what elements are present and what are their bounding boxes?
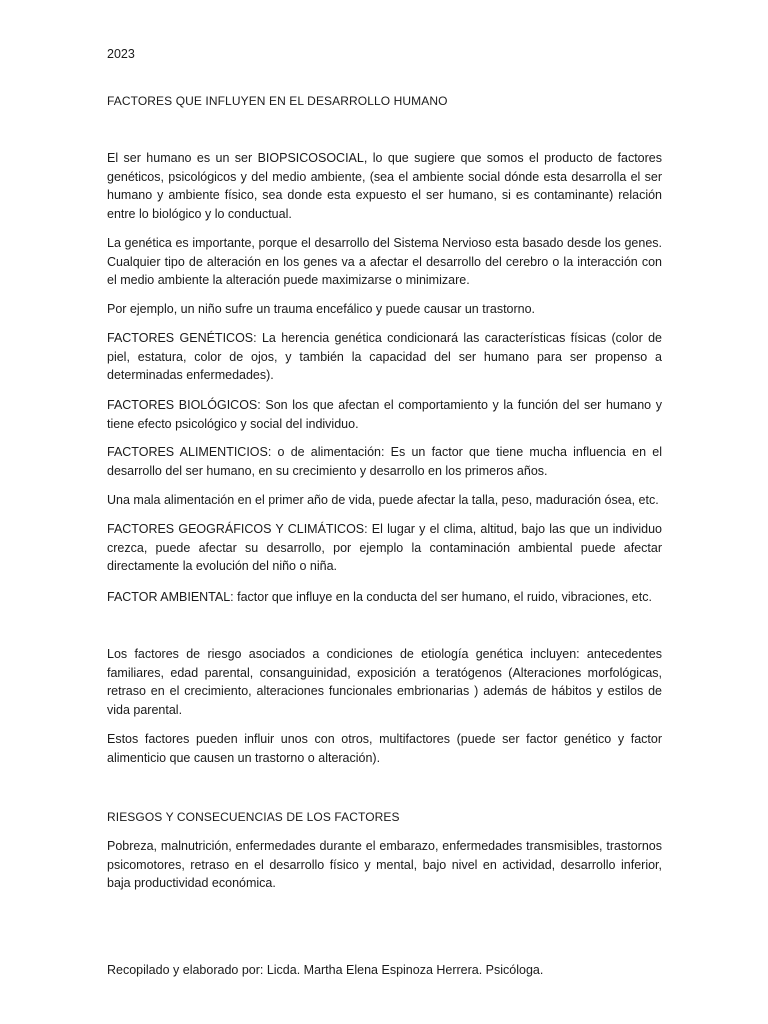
document-year: 2023 [107, 47, 135, 61]
paragraph-geographic-factors: FACTORES GEOGRÁFICOS Y CLIMÁTICOS: El lugar y el clima, altitud, bajo las que un individuo crezca, puede afectar su desarrollo, por ejemplo la contaminación ambiental puede afectar directamente la evolución del niño o niña. [107, 522, 662, 573]
document-title: FACTORES QUE INFLUYEN EN EL DESARROLLO HUMANO [107, 94, 448, 108]
paragraph-example: Por ejemplo, un niño sufre un trauma encefálico y puede causar un trastorno. [107, 302, 536, 316]
paragraph-genetics: La genética es importante, porque el desarrollo del Sistema Nervioso esta basado desde los genes. Cualquier tipo de alteración en los genes va a afectar el desarrollo del cerebro o la interacción con el medio ambiente la alteración puede maximizarse o minimizare. [107, 236, 662, 287]
paragraph-environmental-factor: FACTOR AMBIENTAL: factor que influye en la conducta del ser humano, el ruido, vibraciones, etc. [107, 590, 652, 604]
document-footer: Recopilado y elaborado por: Licda. Martha Elena Espinoza Herrera. Psicóloga. [107, 963, 544, 977]
paragraph-risk-factors: Los factores de riesgo asociados a condiciones de etiología genética incluyen: antecedentes familiares, edad parental, consanguinidad, exposición a teratógenos (Alteraciones morfológicas, retraso en el crecimiento, alteraciones funcionales embrionarias ) además de hábitos y estilos de vida parental. [107, 647, 662, 717]
paragraph-biological-factors: FACTORES BIOLÓGICOS: Son los que afectan el comportamiento y la función del ser humano y tiene efecto psicológico y social del individuo. [107, 398, 662, 431]
paragraph-food-factors: FACTORES ALIMENTICIOS: o de alimentación: Es un factor que tiene mucha influencia en el desarrollo del ser humano, en su crecimiento y desarrollo en los primeros años. [107, 445, 662, 478]
section-heading: RIESGOS Y CONSECUENCIAS DE LOS FACTORES [107, 810, 400, 824]
paragraph-consequences: Pobreza, malnutrición, enfermedades durante el embarazo, enfermedades transmisibles, trastornos psicomotores, retraso en el desarrollo físico y mental, bajo nivel en actividad, desarrollo inferior, baja productividad económica. [107, 839, 662, 890]
paragraph-nutrition: Una mala alimentación en el primer año de vida, puede afectar la talla, peso, maduración ósea, etc. [107, 493, 659, 507]
paragraph-genetic-factors: FACTORES GENÉTICOS: La herencia genética condicionará las características físicas (color de piel, estatura, color de ojos, y también la capacidad del ser humano para ser propenso a determinadas enfermedades). [107, 331, 662, 382]
paragraph-intro: El ser humano es un ser BIOPSICOSOCIAL, lo que sugiere que somos el producto de factores genéticos, psicológicos y del medio ambiente, (sea el ambiente social dónde esta desarrolla el ser humano y ambiente físico, sea donde esta expuesto el ser humano, si es contaminante) relación entre lo biológico y lo conductual. [107, 151, 662, 221]
paragraph-multifactors: Estos factores pueden influir unos con otros, multifactores (puede ser factor genético y factor alimenticio que causen un trastorno o alteración). [107, 732, 662, 765]
